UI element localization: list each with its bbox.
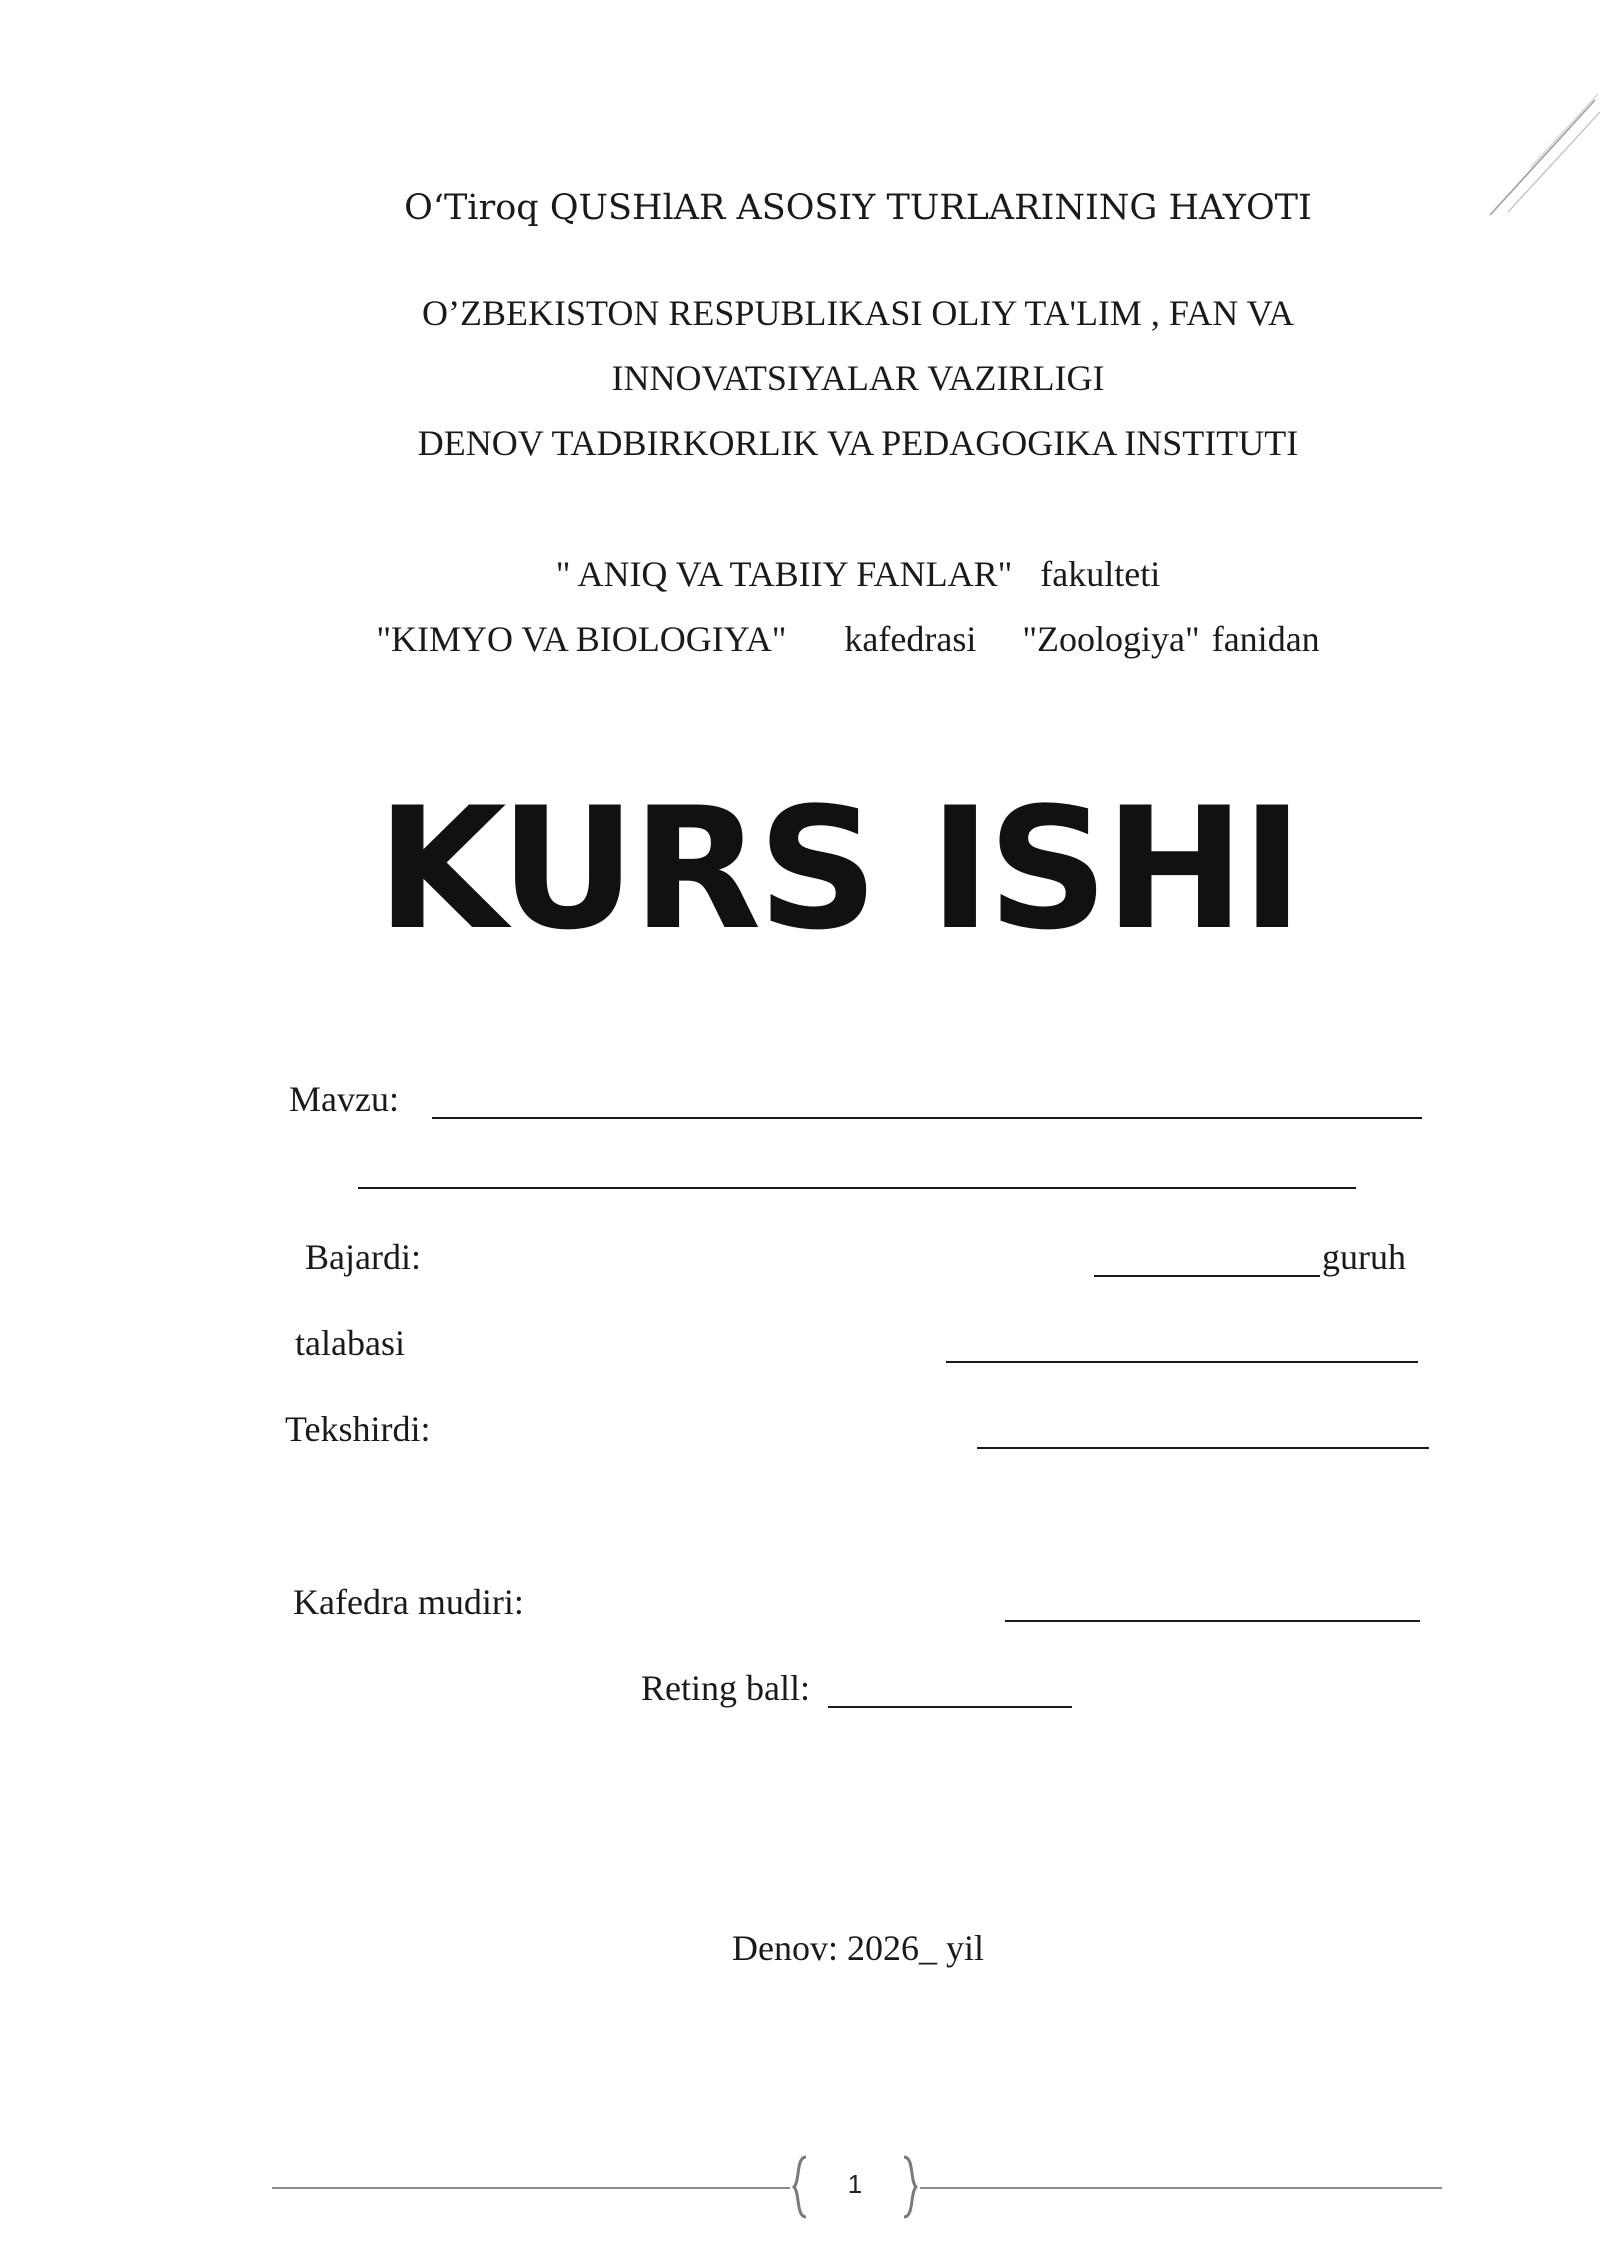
page-number: 1 — [847, 2169, 863, 2199]
mavzu-blank-line-2 — [358, 1187, 1356, 1189]
talabasi-blank-line — [946, 1361, 1418, 1363]
subject-name: "Zoologiya" — [1022, 619, 1200, 659]
reting-ball-blank-line — [828, 1706, 1072, 1708]
ministry-line-2: INNOVATSIYALAR VAZIRLIGI — [611, 358, 1105, 398]
mavzu-blank-line-1 — [432, 1117, 1422, 1119]
mavzu-label: Mavzu: — [289, 1079, 399, 1119]
subject-label: fanidan — [1211, 619, 1320, 659]
document-title: KURS ISHI — [376, 771, 1300, 967]
page-number-box — [790, 2155, 920, 2219]
bajardi-label: Bajardi: — [305, 1237, 421, 1277]
faculty-label: fakulteti — [1040, 554, 1161, 594]
guruh-label: guruh — [1322, 1237, 1406, 1277]
footer-rule-right — [920, 2187, 1442, 2189]
tekshirdi-label: Tekshirdi: — [285, 1409, 431, 1449]
tekshirdi-blank-line — [977, 1447, 1429, 1449]
kafedra-mudiri-blank-line — [1005, 1620, 1420, 1622]
place-year: Denov: 2026_ yil — [732, 1928, 984, 1968]
faculty-row — [58, 553, 1600, 595]
topic-title: O‘Tiroq QUSHlAR ASOSIY TURLARINING HAYOTI — [404, 188, 1312, 228]
department-name: "KIMYO VA BIOLOGIYA" — [376, 619, 787, 659]
faculty-name: " ANIQ VA TABIIY FANLAR" — [555, 554, 1013, 594]
institute-name: DENOV TADBIRKORLIK VA PEDAGOGIKA INSTITUTI — [417, 423, 1299, 463]
talabasi-label: talabasi — [295, 1323, 405, 1363]
guruh-blank-line — [1094, 1275, 1320, 1277]
reting-ball-label: Reting ball: — [641, 1668, 810, 1708]
department-row — [48, 618, 1600, 660]
right-brace-icon — [900, 2155, 920, 2219]
kafedra-mudiri-label: Kafedra mudiri: — [293, 1582, 524, 1622]
footer-rule-left — [272, 2187, 790, 2189]
ministry-line-1: O’ZBEKISTON RESPUBLIKASI OLIY TA'LIM , FAN VA — [422, 293, 1294, 333]
department-label: kafedrasi — [844, 619, 977, 659]
